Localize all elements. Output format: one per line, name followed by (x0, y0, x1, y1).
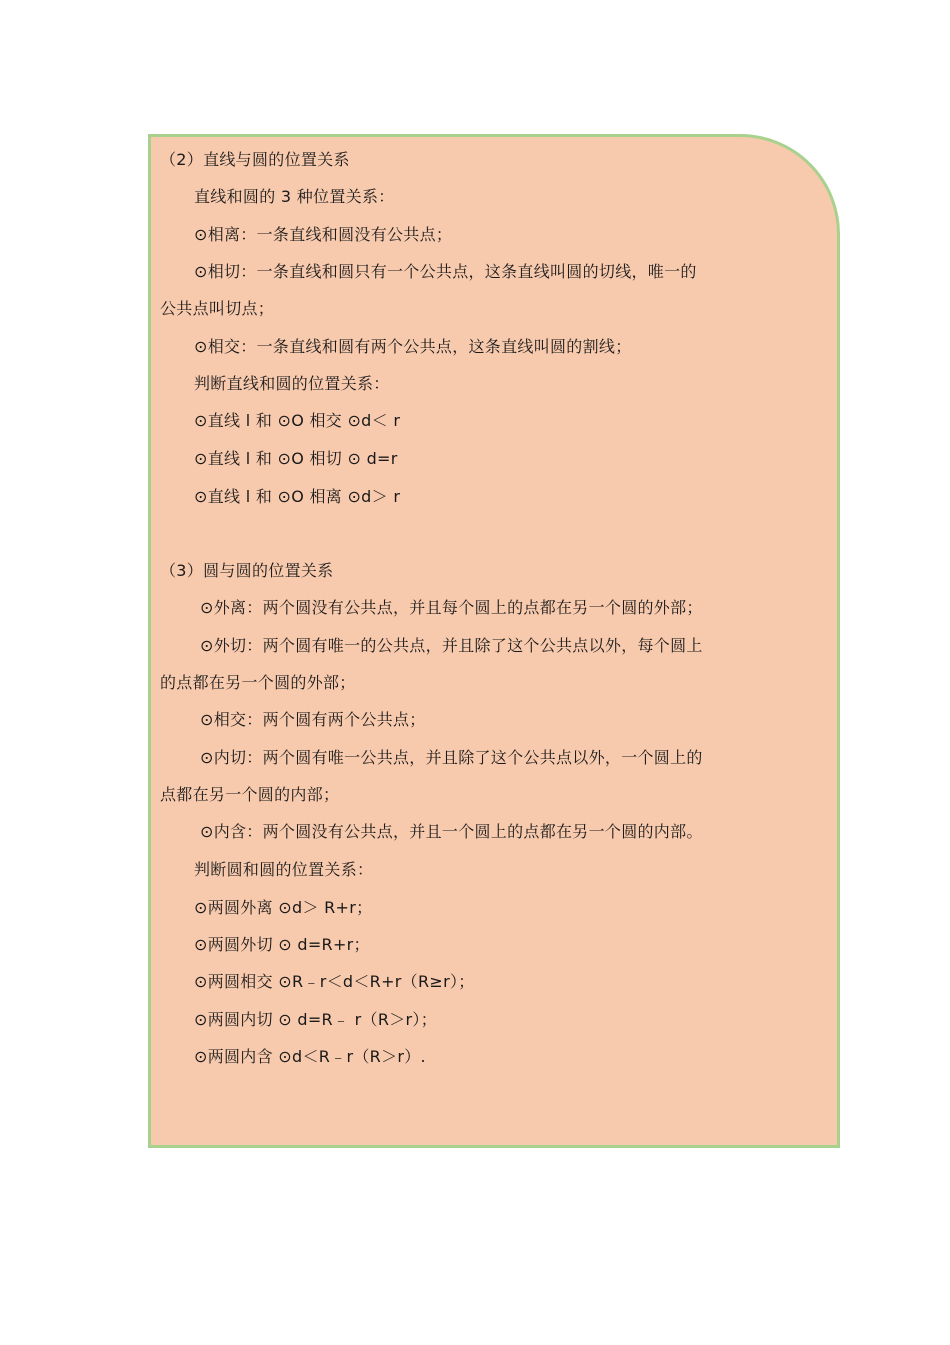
section-3-item-external-separate: ⊙外离：两个圆没有公共点，并且每个圆上的点都在另一个圆的外部； (200, 598, 703, 617)
section-3-item-internal-tangent-cont: 点都在另一个圆的内部； (160, 785, 340, 804)
section-2-title: （2）直线与圆的位置关系 (160, 150, 350, 169)
section-3-judge-contained: ⊙两圆内含 ⊙d＜R﹣r（R＞r）. (194, 1047, 426, 1066)
section-2-judge-heading: 判断直线和圆的位置关系： (194, 374, 390, 393)
section-2-judge-separate: ⊙直线 l 和 ⊙O 相离 ⊙d＞ r (194, 487, 401, 506)
section-2-item-tangent: ⊙相切：一条直线和圆只有一个公共点，这条直线叫圆的切线，唯一的 (194, 262, 697, 281)
section-2-judge-tangent: ⊙直线 l 和 ⊙O 相切 ⊙ d=r (194, 449, 398, 468)
section-3-judge-external-separate: ⊙两圆外离 ⊙d＞ R+r； (194, 898, 373, 917)
section-3-judge-heading: 判断圆和圆的位置关系： (194, 860, 374, 879)
section-3-judge-external-tangent: ⊙两圆外切 ⊙ d=R+r； (194, 935, 370, 954)
section-3-title: （3）圆与圆的位置关系 (160, 561, 334, 580)
section-2-judge-intersect: ⊙直线 l 和 ⊙O 相交 ⊙d＜ r (194, 411, 401, 430)
section-3-judge-intersect: ⊙两圆相交 ⊙R﹣r＜d＜R+r（R≥r）； (194, 972, 475, 991)
section-2-item-intersect: ⊙相交：一条直线和圆有两个公共点，这条直线叫圆的割线； (194, 337, 632, 356)
section-3-item-contained: ⊙内含：两个圆没有公共点，并且一个圆上的点都在另一个圆的内部。 (200, 822, 703, 841)
section-2-intro: 直线和圆的 3 种位置关系： (194, 187, 395, 206)
section-3-item-internal-tangent: ⊙内切：两个圆有唯一公共点，并且除了这个公共点以外，一个圆上的 (200, 748, 703, 767)
section-2-item-separate: ⊙相离：一条直线和圆没有公共点； (194, 225, 453, 244)
section-3-judge-internal-tangent: ⊙两圆内切 ⊙ d=R﹣ r（R＞r）； (194, 1010, 438, 1029)
section-3-item-external-tangent-cont: 的点都在另一个圆的外部； (160, 673, 356, 692)
section-3-item-external-tangent: ⊙外切：两个圆有唯一的公共点，并且除了这个公共点以外，每个圆上 (200, 636, 703, 655)
section-3-item-intersect: ⊙相交：两个圆有两个公共点； (200, 710, 426, 729)
section-2-item-tangent-cont: 公共点叫切点； (160, 299, 275, 318)
